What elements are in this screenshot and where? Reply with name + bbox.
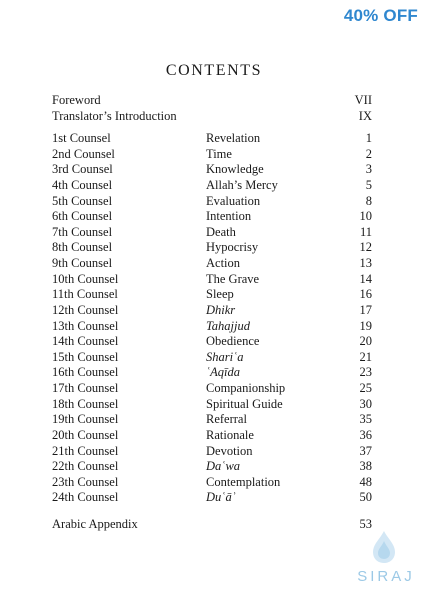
toc-counsel-row: [52, 131, 372, 146]
page-number: 50: [359, 490, 372, 505]
toc-counsel-row: [52, 256, 372, 271]
siraj-logo: [356, 530, 416, 592]
counsel-topic: Hypocrisy: [206, 240, 259, 255]
page-number: 36: [359, 427, 372, 442]
page-number: 53: [359, 517, 372, 531]
page-number: 25: [359, 381, 372, 396]
counsel-number: 17th Counsel: [52, 381, 119, 396]
siraj-logo-text: SIRAJ: [357, 568, 415, 585]
page-number: 1: [365, 131, 372, 145]
entry-label: Foreword: [52, 93, 101, 107]
counsel-number: 1st Counsel: [52, 131, 111, 145]
toc-counsel-row: [52, 147, 372, 162]
page-number: 48: [359, 474, 372, 489]
page-number: VII: [354, 93, 372, 107]
toc-front-row: [52, 109, 372, 124]
counsel-topic: Revelation: [206, 131, 261, 145]
counsel-topic: Time: [206, 146, 232, 161]
toc-counsel-row: [52, 225, 372, 240]
counsel-number: 4th Counsel: [52, 177, 113, 192]
counsel-number: 16th Counsel: [52, 365, 119, 380]
page-number: 12: [359, 240, 372, 255]
page-number: 21: [359, 349, 372, 364]
counsel-number: 24th Counsel: [52, 490, 119, 505]
counsel-number: 12th Counsel: [52, 302, 119, 317]
page-number: 10: [359, 209, 372, 224]
page-number: IX: [358, 108, 372, 123]
counsel-topic: Referral: [206, 412, 247, 427]
page-number: 35: [359, 412, 372, 427]
counsel-number: 6th Counsel: [52, 209, 113, 224]
page-number: 5: [365, 177, 372, 192]
toc-counsel-row: [52, 240, 372, 255]
counsel-topic: Spiritual Guide: [206, 396, 283, 411]
toc-counsel-row: [52, 428, 372, 443]
counsel-topic: Daʿwa: [206, 459, 241, 474]
counsel-topic: Intention: [206, 209, 252, 224]
counsel-number: 19th Counsel: [52, 412, 119, 427]
toc-counsel-row: [52, 334, 372, 349]
flame-icon: [370, 530, 398, 564]
page-number: 3: [365, 162, 372, 177]
page-number: 14: [359, 271, 372, 286]
counsel-topic: Allah’s Mercy: [206, 177, 278, 192]
toc-appendix-row: [52, 517, 372, 532]
counsel-topic: ʿAqīda: [206, 365, 241, 380]
counsel-topic: Devotion: [206, 443, 253, 458]
counsel-topic: Evaluation: [206, 193, 261, 208]
counsel-topic: Companionship: [206, 381, 286, 396]
counsel-topic: Sleep: [206, 287, 234, 302]
page-number: 37: [359, 443, 372, 458]
toc-counsel-row: [52, 350, 372, 365]
page-number: 23: [359, 365, 372, 380]
counsel-number: 14th Counsel: [52, 334, 119, 349]
page-number: 11: [359, 224, 372, 239]
counsel-topic: Obedience: [206, 334, 260, 349]
toc-counsel-row: [52, 475, 372, 490]
toc-counsel-row: [52, 412, 372, 427]
toc-front-row: [52, 93, 372, 108]
counsel-topic: Action: [206, 256, 241, 271]
toc-counsel-row: [52, 490, 372, 505]
counsel-topic: Dhikr: [206, 302, 236, 317]
toc-counsel-row: [52, 397, 372, 412]
counsel-number: 2nd Counsel: [52, 146, 115, 161]
discount-badge: 40% OFF: [343, 6, 418, 25]
counsel-topic: Knowledge: [206, 162, 264, 177]
toc-counsel-row: [52, 319, 372, 334]
counsel-topic: Contemplation: [206, 474, 281, 489]
counsel-topic: The Grave: [206, 271, 260, 286]
toc-counsel-row: [52, 194, 372, 209]
toc-counsel-row: [52, 272, 372, 287]
toc-counsel-row: [52, 162, 372, 177]
counsel-topic: Duʿāʾ: [206, 490, 236, 505]
counsel-number: 13th Counsel: [52, 318, 119, 333]
contents-title: CONTENTS: [165, 62, 263, 79]
toc-counsel-row: [52, 444, 372, 459]
toc-counsel-row: [52, 287, 372, 302]
counsel-number: 8th Counsel: [52, 240, 113, 255]
counsel-number: 3rd Counsel: [52, 162, 113, 177]
page-number: 16: [359, 287, 372, 302]
counsel-topic: Tahajjud: [206, 318, 251, 333]
counsel-number: 9th Counsel: [52, 256, 113, 271]
toc-counsel-row: [52, 178, 372, 193]
counsel-number: 18th Counsel: [52, 396, 119, 411]
toc-counsel-row: [52, 381, 372, 396]
page-number: 30: [359, 396, 372, 411]
page-number: 19: [359, 318, 372, 333]
counsel-number: 23th Counsel: [52, 474, 119, 489]
counsel-number: 10th Counsel: [52, 271, 119, 286]
counsel-number: 5th Counsel: [52, 193, 113, 208]
counsel-topic: Rationale: [206, 427, 254, 442]
toc-counsel-row: [52, 365, 372, 380]
counsel-number: 22th Counsel: [52, 459, 119, 474]
page-number: 8: [365, 193, 372, 208]
entry-label: Translator’s Introduction: [52, 108, 177, 123]
counsel-number: 21th Counsel: [52, 443, 119, 458]
page-number: 17: [359, 302, 372, 317]
counsel-number: 11th Counsel: [52, 287, 118, 302]
toc-counsel-row: [52, 209, 372, 224]
counsel-number: 20th Counsel: [52, 427, 119, 442]
counsel-topic: Death: [206, 224, 236, 239]
page-number: 2: [365, 146, 372, 161]
page-number: 13: [359, 256, 372, 271]
page-number: 38: [359, 459, 372, 474]
toc-counsel-row: [52, 303, 372, 318]
counsel-topic: Shariʿa: [206, 349, 244, 364]
page-number: 20: [359, 334, 372, 349]
entry-label: Arabic Appendix: [52, 517, 138, 531]
counsel-number: 7th Counsel: [52, 224, 113, 239]
toc-counsel-row: [52, 459, 372, 474]
counsel-number: 15th Counsel: [52, 349, 119, 364]
